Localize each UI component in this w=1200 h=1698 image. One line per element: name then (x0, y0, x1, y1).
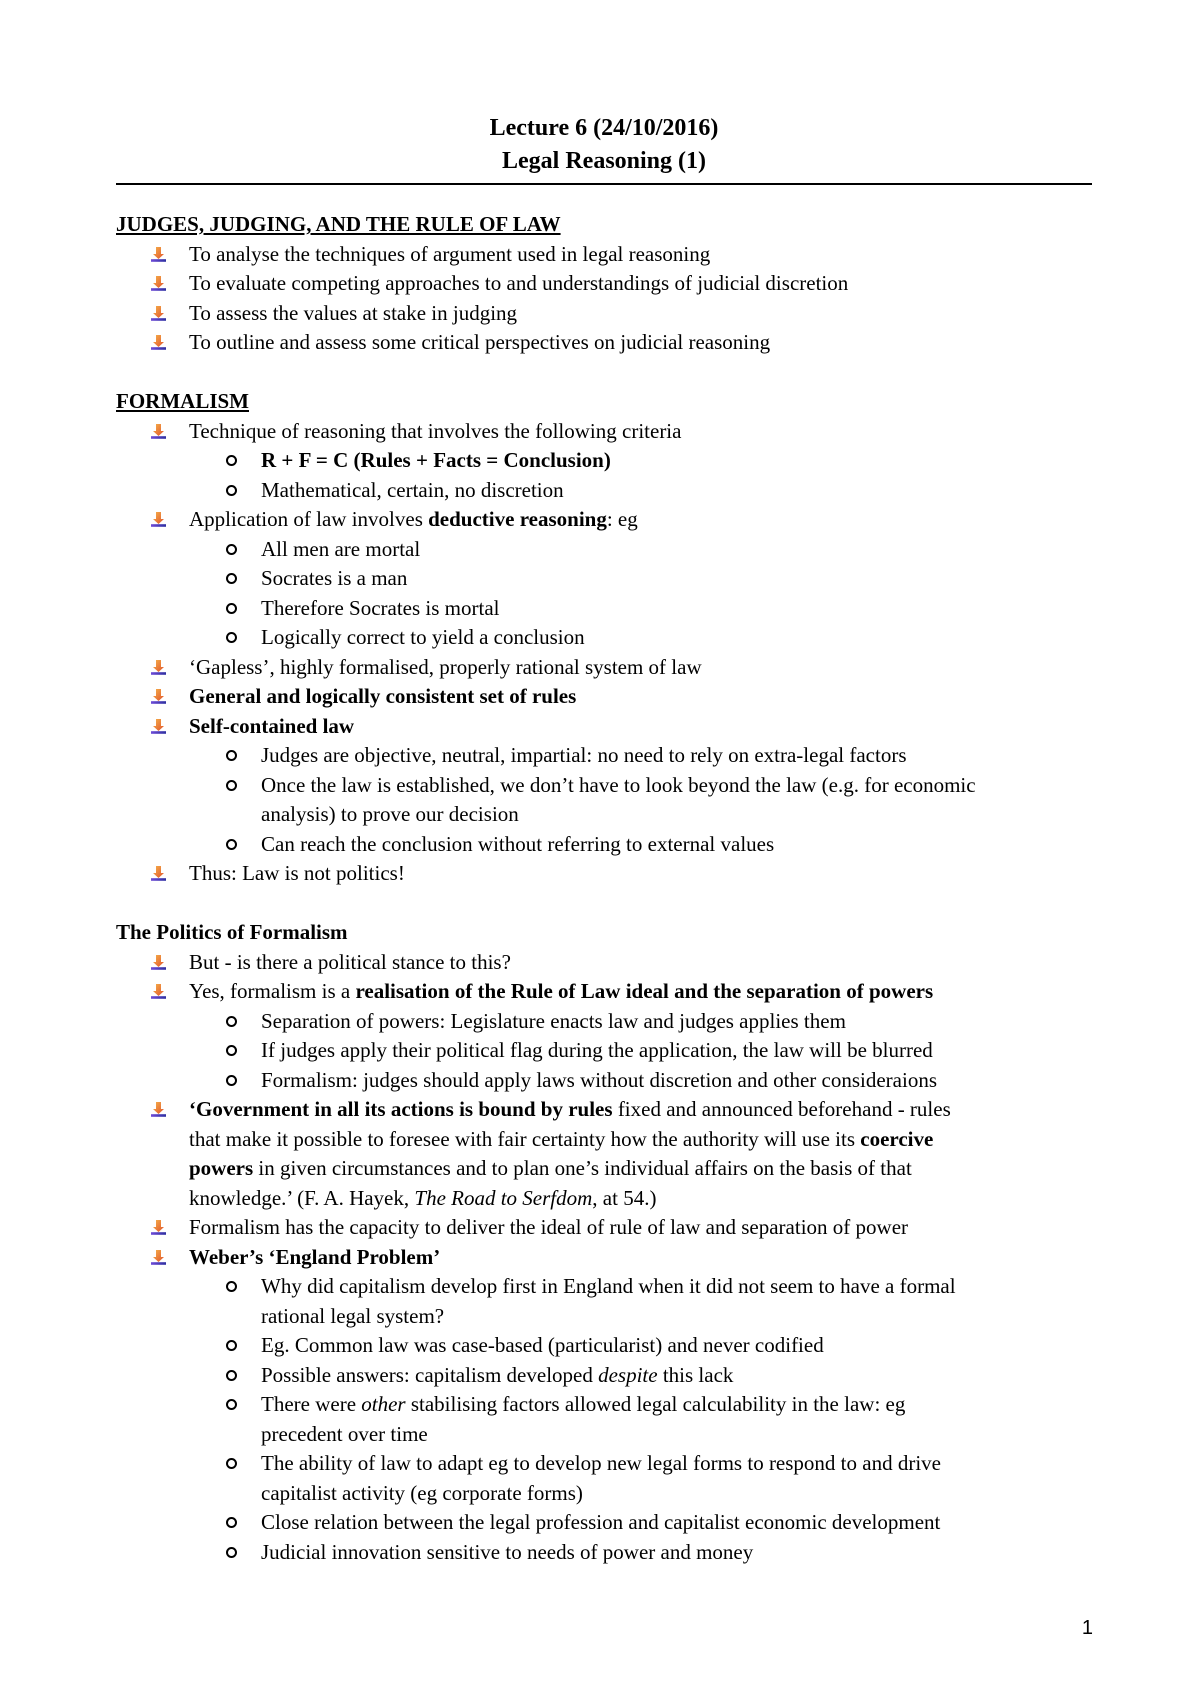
list-item-continued: powers in given circumstances and to plan one’s individual affairs on the basis of that (189, 1156, 912, 1180)
notes-body (116, 210, 1096, 1567)
arrow-bullet-icon (151, 276, 166, 291)
sub-list-item: Formalism: judges should apply laws without discretion and other consideraions (116, 1066, 1096, 1096)
sub-list-item: Judges are objective, neutral, impartial: no need to rely on extra-legal factors (116, 741, 1096, 771)
sub-list-item: Judicial innovation sensitive to needs of power and money (116, 1538, 1096, 1568)
circle-bullet-icon (226, 455, 237, 466)
spacer (116, 889, 1096, 919)
list-item-continued: that make it possible to foresee with fair certainty how the authority will use its coercive (189, 1126, 934, 1151)
list-item: Yes, formalism is a realisation of the Rule of Law ideal and the separation of powers (116, 977, 1096, 1007)
list-item: General and logically consistent set of rules (116, 682, 1096, 712)
list-item: Technique of reasoning that involves the following criteria (116, 417, 1096, 447)
sub-list-item: Close relation between the legal profession and capitalist economic development (116, 1508, 1096, 1538)
circle-bullet-icon (226, 1340, 237, 1351)
lecture-title: Lecture 6 (24/10/2016) (489, 115, 719, 141)
list-item: ‘Gapless’, highly formalised, properly rational system of law (116, 653, 1096, 683)
list-item: Application of law involves deductive reasoning: eg (116, 505, 1096, 535)
lecture-subtitle: Legal Reasoning (1) (502, 148, 706, 174)
sub-list-item: Why did capitalism develop first in England when it did not seem to have a formal (116, 1272, 1096, 1302)
section-heading-formalism: FORMALISM (116, 389, 249, 413)
arrow-bullet-icon (151, 689, 166, 704)
arrow-bullet-icon (151, 1102, 166, 1117)
sub-list-item: Once the law is established, we don’t have to look beyond the law (e.g. for economic (116, 771, 1096, 801)
arrow-bullet-icon (151, 247, 166, 262)
arrow-bullet-icon (151, 1220, 166, 1235)
sub-list-item-continued: capitalist activity (eg corporate forms) (261, 1480, 583, 1505)
circle-bullet-icon (226, 750, 237, 761)
spacer (116, 358, 1096, 388)
list-item: To outline and assess some critical perspectives on judicial reasoning (116, 328, 1096, 358)
sub-list-item: Can reach the conclusion without referring to external values (116, 830, 1096, 860)
page-number: 1 (1081, 1617, 1093, 1639)
sub-list-item: If judges apply their political flag during the application, the law will be blurred (116, 1036, 1096, 1066)
title-divider (116, 183, 1092, 185)
arrow-bullet-icon (151, 335, 166, 350)
circle-bullet-icon (226, 780, 237, 791)
arrow-bullet-icon (151, 660, 166, 675)
circle-bullet-icon (226, 632, 237, 643)
sub-list-item: Socrates is a man (116, 564, 1096, 594)
circle-bullet-icon (226, 1016, 237, 1027)
sub-list-item: Possible answers: capitalism developed despite this lack (116, 1361, 1096, 1391)
arrow-bullet-icon (151, 719, 166, 734)
sub-list-item: The ability of law to adapt eg to develop new legal forms to respond to and drive (116, 1449, 1096, 1479)
arrow-bullet-icon (151, 306, 166, 321)
circle-bullet-icon (226, 1547, 237, 1558)
circle-bullet-icon (226, 573, 237, 584)
list-item: But - is there a political stance to this? (116, 948, 1096, 978)
sub-list-item-continued: precedent over time (261, 1421, 428, 1446)
list-item: Weber’s ‘England Problem’ (116, 1243, 1096, 1273)
circle-bullet-icon (226, 839, 237, 850)
list-item-continued: knowledge.’ (F. A. Hayek, The Road to Serfdom, at 54.) (189, 1185, 657, 1210)
arrow-bullet-icon (151, 1250, 166, 1265)
list-item: ‘Government in all its actions is bound by rules fixed and announced beforehand - rules (116, 1095, 1096, 1125)
list-item: To analyse the techniques of argument used in legal reasoning (116, 240, 1096, 270)
sub-list-item: All men are mortal (116, 535, 1096, 565)
arrow-bullet-icon (151, 512, 166, 527)
circle-bullet-icon (226, 485, 237, 496)
circle-bullet-icon (226, 1045, 237, 1056)
arrow-bullet-icon (151, 424, 166, 439)
sub-list-item: Separation of powers: Legislature enacts law and judges applies them (116, 1007, 1096, 1037)
circle-bullet-icon (226, 603, 237, 614)
sub-list-item: There were other stabilising factors allowed legal calculability in the law: eg (116, 1390, 1096, 1420)
sub-list-item: Therefore Socrates is mortal (116, 594, 1096, 624)
sub-list-item: Mathematical, certain, no discretion (116, 476, 1096, 506)
circle-bullet-icon (226, 1370, 237, 1381)
circle-bullet-icon (226, 544, 237, 555)
circle-bullet-icon (226, 1458, 237, 1469)
section-heading-politics: The Politics of Formalism (116, 920, 348, 944)
circle-bullet-icon (226, 1075, 237, 1086)
section-heading-judges: JUDGES, JUDGING, AND THE RULE OF LAW (116, 212, 561, 236)
circle-bullet-icon (226, 1281, 237, 1292)
sub-list-item: R + F = C (Rules + Facts = Conclusion) (116, 446, 1096, 476)
list-item: To assess the values at stake in judging (116, 299, 1096, 329)
arrow-bullet-icon (151, 866, 166, 881)
list-item: To evaluate competing approaches to and understandings of judicial discretion (116, 269, 1096, 299)
sub-list-item-continued: rational legal system? (261, 1303, 445, 1328)
circle-bullet-icon (226, 1517, 237, 1528)
sub-list-item: Eg. Common law was case-based (particularist) and never codified (116, 1331, 1096, 1361)
arrow-bullet-icon (151, 955, 166, 970)
title-block (116, 112, 1092, 178)
sub-list-item-continued: analysis) to prove our decision (261, 802, 519, 826)
list-item: Formalism has the capacity to deliver the ideal of rule of law and separation of power (116, 1213, 1096, 1243)
circle-bullet-icon (226, 1399, 237, 1410)
sub-list-item: Logically correct to yield a conclusion (116, 623, 1096, 653)
list-item: Thus: Law is not politics! (116, 859, 1096, 889)
list-item: Self-contained law (116, 712, 1096, 742)
arrow-bullet-icon (151, 984, 166, 999)
